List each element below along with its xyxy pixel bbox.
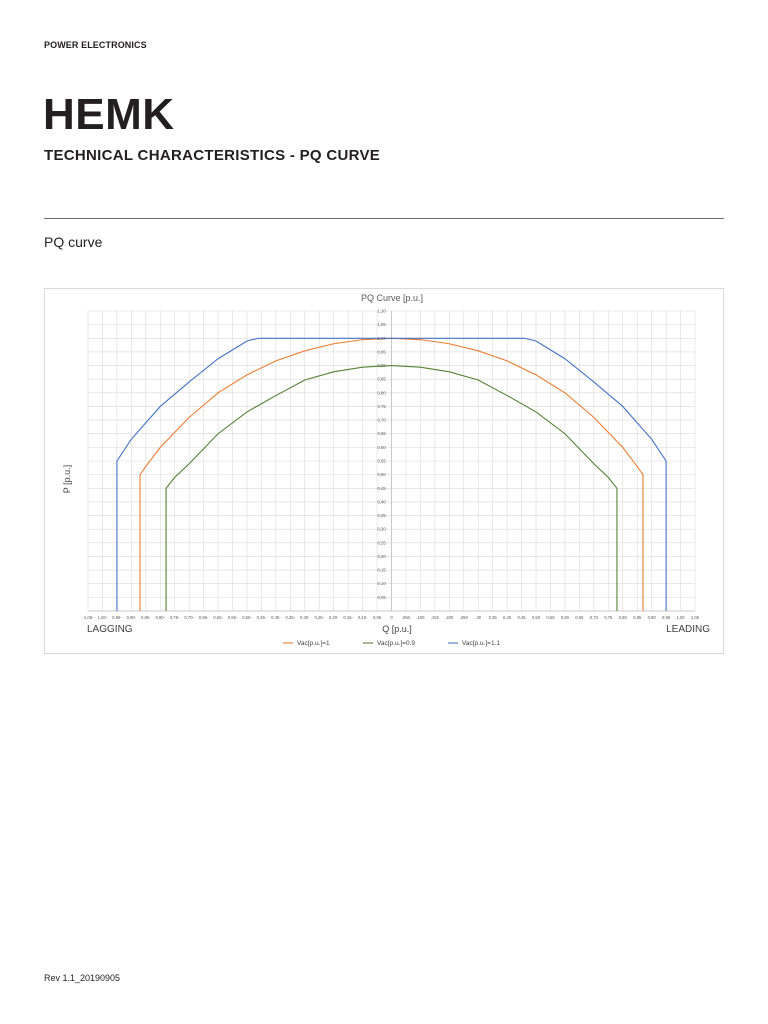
x-tick-label: 0,15-	[343, 615, 353, 620]
y-tick-label: 0,70	[377, 417, 386, 423]
x-tick-label: 0,50	[531, 615, 541, 620]
y-tick-label: 0,45	[377, 485, 386, 491]
x-tick-label: ,30	[475, 615, 482, 620]
y-tick-label: 0,05	[377, 594, 386, 600]
x-tick-label: 0,80	[618, 615, 627, 620]
x-tick-label: ,250	[459, 615, 468, 620]
y-tick-label: 0,55	[377, 458, 386, 464]
x-tick-label: 1,05	[690, 615, 700, 620]
pq-chart-svg	[45, 289, 725, 655]
x-tick-label: 0,65-	[198, 615, 209, 620]
x-tick-label: ,150	[430, 615, 439, 620]
x-tick-label: ,050	[401, 615, 411, 620]
leading-label: LEADING	[666, 624, 710, 635]
x-tick-label: 0,85	[633, 615, 642, 620]
pq-chart	[44, 288, 724, 654]
x-tick-label: 0,40-	[271, 615, 281, 620]
x-tick-label: 0,95	[662, 615, 671, 620]
x-tick-label: 0,45	[517, 615, 526, 620]
y-tick-label: 0,40	[377, 499, 386, 505]
x-tick-label: 0,50-	[242, 615, 252, 620]
x-tick-label: 0,75	[604, 615, 613, 620]
section-title: PQ curve	[44, 234, 103, 250]
x-tick-labels	[83, 615, 700, 620]
x-tick-label: 0,70-	[184, 615, 194, 620]
x-tick-label: 0,35-	[285, 615, 296, 620]
x-tick-label: 0,45-	[256, 615, 267, 620]
y-tick-label: 0,10	[377, 581, 386, 587]
y-tick-label: 0,95	[377, 349, 386, 355]
x-tick-label: 0,40	[503, 615, 512, 620]
x-tick-label: 1,00-	[97, 615, 108, 620]
lagging-label: LAGGING	[87, 624, 133, 635]
y-axis-label: P [p.u.]	[62, 464, 72, 494]
x-tick-label: 0,70	[589, 615, 598, 620]
y-tick-label: 0,85	[377, 376, 386, 382]
legend-label: Vac[p.u.]=1.1	[462, 640, 501, 647]
x-tick-label: -1,05-	[82, 615, 94, 620]
y-tick-labels	[378, 309, 387, 600]
y-tick-label: 0,75	[377, 403, 386, 409]
x-tick-label: 0,85-	[141, 615, 151, 620]
y-tick-label: 0,50	[377, 472, 386, 478]
x-tick-label: 0,20-	[328, 615, 339, 620]
y-tick-label: 0,90	[377, 363, 386, 369]
x-tick-label: 0,90-	[126, 615, 137, 620]
chart-title: PQ Curve [p.u.]	[360, 293, 424, 303]
y-tick-label: 1,00	[377, 335, 386, 341]
divider	[44, 218, 724, 219]
x-tick-label: 0,75-	[169, 615, 180, 620]
x-tick-label: 0,95-	[112, 615, 122, 620]
revision-label: Rev 1.1_20190905	[44, 973, 121, 983]
x-tick-label: 0,80-	[155, 615, 166, 620]
y-tick-label: 0,65	[377, 431, 386, 437]
x-tick-label: 0,90	[647, 615, 656, 620]
chart-legend	[283, 640, 500, 647]
x-tick-label: 0,60	[560, 615, 570, 620]
y-tick-label: 1,10	[377, 308, 386, 314]
x-axis-label: Q [p.u.]	[382, 624, 412, 634]
y-tick-label: 0,15	[377, 567, 386, 573]
x-tick-label: 0,65	[575, 615, 584, 620]
x-tick-label: 0,30-	[300, 615, 310, 620]
y-tick-label: 0,80	[377, 390, 386, 396]
y-tick-label: 0,20	[377, 553, 386, 559]
chart-grid	[88, 308, 695, 611]
x-tick-label: 0,35	[488, 615, 497, 620]
x-tick-label: ,100	[416, 615, 425, 620]
x-tick-label: 0,10-	[357, 615, 368, 620]
x-tick-label: 0,60-	[213, 615, 223, 620]
x-tick-label: 0,25-	[314, 615, 325, 620]
y-tick-label: 0,30	[377, 526, 386, 532]
x-tick-label: ,200	[445, 615, 454, 620]
y-tick-label: 1,05	[377, 322, 386, 328]
brand-label: POWER ELECTRONICS	[44, 40, 147, 50]
x-tick-label: 0,05	[372, 615, 382, 620]
legend-label: Vac[p.u.]=0.9	[377, 640, 416, 647]
x-tick-label: 1,00	[676, 615, 685, 620]
legend-label: Vac[p.u.]=1	[297, 640, 330, 647]
product-title: HEMK	[43, 90, 175, 139]
x-tick-label: 0,55	[546, 615, 555, 620]
y-tick-label: 0,60	[377, 444, 386, 450]
page-subtitle: TECHNICAL CHARACTERISTICS - PQ CURVE	[44, 147, 381, 164]
y-tick-label: 0,35	[377, 513, 386, 519]
y-tick-label: 0,25	[377, 540, 386, 546]
x-tick-label: 0	[390, 615, 393, 620]
x-tick-label: 0,55-	[227, 615, 238, 620]
